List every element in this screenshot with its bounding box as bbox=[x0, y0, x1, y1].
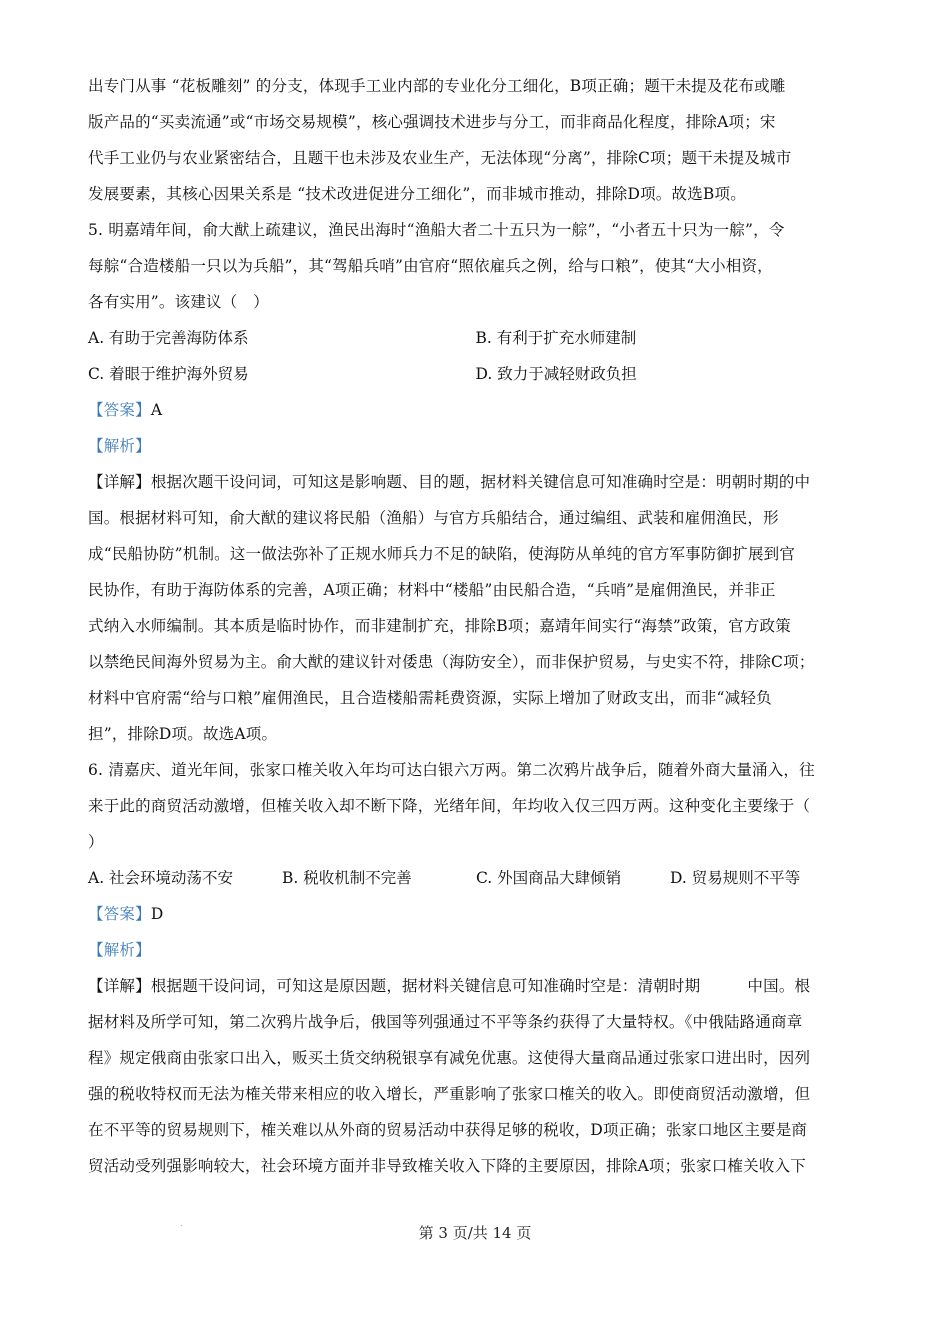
answer-value: A bbox=[150, 401, 163, 419]
question-5 bbox=[88, 212, 863, 752]
detail-line: 贸活动受列强影响较大，社会环境方面并非导致榷关收入下降的主要原因，排除A项；张家口榷关收入下 bbox=[88, 1157, 806, 1175]
option-d: D. 贸易规则不平等 bbox=[670, 869, 801, 887]
detail-line bbox=[88, 464, 863, 500]
question-stem-line: 每䑸“合造楼船一只以为兵船”，其“驾船兵哨”由官府“照依雇兵之例，给与口粮”，使其“大小相资， bbox=[88, 257, 773, 275]
detail-line: 强的税收特权而无法为榷关带来相应的收入增长，严重影响了张家口榷关的收入。即使商贸活动激增，但 bbox=[88, 1085, 811, 1103]
text-line: 版产品的“买卖流通”或“市场交易规模”，核心强调技术进步与分工，而非商品化程度，排除A项；宋 bbox=[88, 113, 776, 131]
detail-label: 【详解】 bbox=[88, 473, 151, 491]
answer-line bbox=[88, 392, 863, 428]
answer-value: D bbox=[150, 905, 164, 923]
document-page bbox=[88, 68, 863, 1184]
text-line: 代手工业仍与农业紧密结合，且题干也未涉及农业生产，无法体现“分离”，排除C项；题干未提及城市 bbox=[88, 149, 792, 167]
question-stem-line: 来于此的商贸活动激增，但榷关收入却不断下降，光绪年间，年均收入仅三四万两。这种变化主要缘于（ bbox=[88, 797, 811, 815]
detail-text: 根据题干设问词，可知这是原因题，据材料关键信息可知准确时空是：清朝时期 中国。根 bbox=[150, 977, 811, 995]
detail-line: 担”，排除D项。故选A项。 bbox=[88, 725, 278, 743]
q4-analysis-continuation bbox=[88, 68, 863, 212]
detail-line: 以禁绝民间海外贸易为主。俞大猷的建议针对倭患（海防安全），而非保护贸易，与史实不符，排除C项； bbox=[88, 653, 815, 671]
answer-line bbox=[88, 896, 863, 932]
options-row bbox=[88, 320, 863, 356]
analysis-heading bbox=[88, 932, 863, 968]
option-c: C. 着眼于维护海外贸易 bbox=[88, 365, 249, 383]
question-stem-line: 5. 明嘉靖年间，俞大猷上疏建议，渔民出海时“渔船大者二十五只为一䑸”，“小者五十只为一䑸”，令 bbox=[88, 221, 785, 239]
detail-text: 根据次题干设问词，可知这是影响题、目的题，据材料关键信息可知准确时空是：明朝时期的中 bbox=[150, 473, 811, 491]
analysis-label: 【解析】 bbox=[88, 437, 151, 455]
options-row bbox=[88, 356, 863, 392]
detail-label: 【详解】 bbox=[88, 977, 151, 995]
options-row bbox=[88, 860, 863, 896]
option-a: A. 有助于完善海防体系 bbox=[88, 329, 249, 347]
question-6 bbox=[88, 752, 863, 1184]
detail-line: 式纳入水师编制。其本质是临时协作，而非建制扩充，排除B项；嘉靖年间实行“海禁”政策，官方政策 bbox=[88, 617, 791, 635]
detail-line: 国。根据材料可知，俞大猷的建议将民船（渔船）与官方兵船结合，通过编组、武装和雇佣渔民，形 bbox=[88, 509, 779, 527]
page-indicator: 第 3 页/共 14 页 bbox=[418, 1224, 532, 1242]
option-c: C. 外国商品大肆倾销 bbox=[476, 869, 622, 887]
option-b: B. 税收机制不完善 bbox=[282, 869, 412, 887]
detail-line: 据材料及所学可知，第二次鸦片战争后，俄国等列强通过不平等条约获得了大量特权。《中俄陆路通商章 bbox=[88, 1013, 803, 1031]
question-stem-line: 6. 清嘉庆、道光年间，张家口榷关收入年均可达白银六万两。第二次鸦片战争后，随着外商大量涌入，往 bbox=[88, 761, 815, 779]
detail-line: 成“民船协防”机制。这一做法弥补了正规水师兵力不足的缺陷，使海防从单纯的官方军事防御扩展到官 bbox=[88, 545, 796, 563]
analysis-heading bbox=[88, 428, 863, 464]
question-stem-line: ） bbox=[88, 833, 104, 851]
option-d: D. 致力于减轻财政负担 bbox=[475, 365, 637, 383]
answer-label: 【答案】 bbox=[88, 401, 151, 419]
option-a: A. 社会环境动荡不安 bbox=[88, 869, 234, 887]
detail-line: 材料中官府需“给与口粮”雇佣渔民，且合造楼船需耗费资源，实际上增加了财政支出，而非“减轻负 bbox=[88, 689, 772, 707]
detail-line: 在不平等的贸易规则下，榷关难以从外商的贸易活动中获得足够的税收，D项正确；张家口地区主要是商 bbox=[88, 1121, 808, 1139]
option-b: B. 有利于扩充水师建制 bbox=[475, 329, 637, 347]
text-line: 发展要素，其核心因果关系是 “技术改进促进分工细化”，而非城市推动，排除D项。故选B项。 bbox=[88, 185, 746, 203]
text-line: 出专门从事 “花板雕刻” 的分支，体现手工业内部的专业化分工细化，B项正确；题干未提及花布或雕 bbox=[88, 77, 786, 95]
detail-line: 民协作，有助于海防体系的完善，A项正确；材料中“楼船”由民船合造，“兵哨”是雇佣渔民，并非正 bbox=[88, 581, 776, 599]
detail-line: 程》规定俄商由张家口出入，贩买土货交纳税银享有减免优惠。这使得大量商品通过张家口进出时，因列 bbox=[88, 1049, 811, 1067]
detail-line bbox=[88, 968, 863, 1004]
analysis-label: 【解析】 bbox=[88, 941, 151, 959]
question-stem-line: 各有实用”。该建议（ ） bbox=[88, 293, 269, 311]
answer-label: 【答案】 bbox=[88, 905, 151, 923]
